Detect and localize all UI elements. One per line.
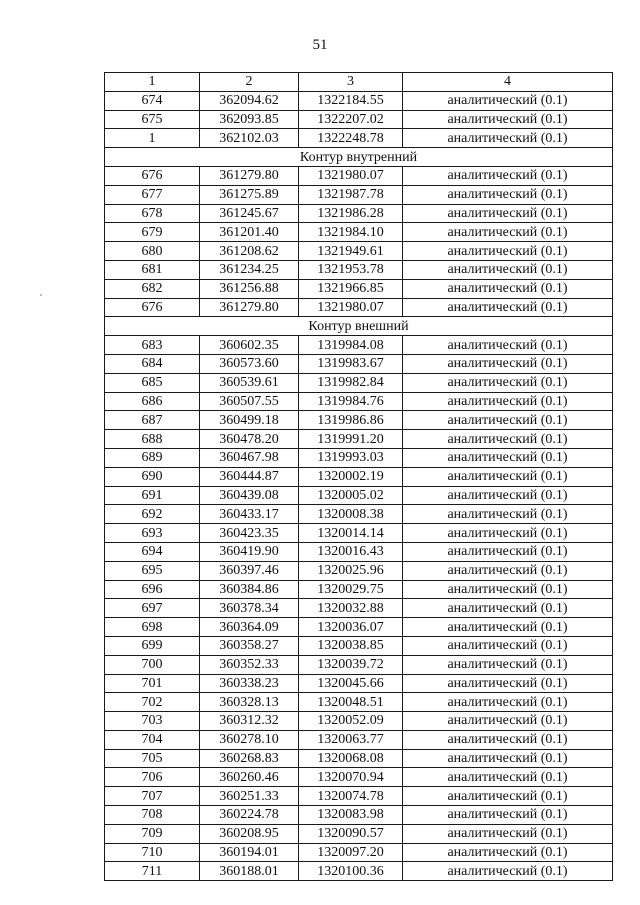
x-coordinate-cell: 360573.60: [200, 354, 299, 373]
table-row: [105, 354, 613, 373]
table-row: [105, 693, 613, 712]
y-coordinate-cell: 1320002.19: [299, 467, 403, 486]
y-coordinate-cell: 1320016.43: [299, 542, 403, 561]
y-coordinate-cell: 1322248.78: [299, 129, 403, 148]
point-number-cell: 686: [105, 392, 200, 411]
x-coordinate-cell: 360194.01: [200, 843, 299, 862]
method-cell: аналитический (0.1): [403, 110, 613, 129]
method-cell: аналитический (0.1): [403, 185, 613, 204]
point-number-cell: 678: [105, 204, 200, 223]
x-coordinate-cell: 361208.62: [200, 242, 299, 261]
x-coordinate-cell: 360397.46: [200, 561, 299, 580]
scan-speck: [40, 294, 42, 296]
method-cell: аналитический (0.1): [403, 129, 613, 148]
table-row: [105, 806, 613, 825]
point-number-cell: 674: [105, 91, 200, 110]
y-coordinate-cell: 1320083.98: [299, 806, 403, 825]
point-number-cell: 697: [105, 599, 200, 618]
point-number-cell: 683: [105, 336, 200, 355]
y-coordinate-cell: 1320039.72: [299, 655, 403, 674]
method-cell: аналитический (0.1): [403, 430, 613, 449]
y-coordinate-cell: 1321987.78: [299, 185, 403, 204]
method-cell: аналитический (0.1): [403, 618, 613, 637]
header-cell-method: 4: [403, 73, 613, 92]
method-cell: аналитический (0.1): [403, 599, 613, 618]
x-coordinate-cell: 360444.87: [200, 467, 299, 486]
page-number: 51: [312, 37, 328, 53]
table-row: [105, 636, 613, 655]
x-coordinate-cell: 360539.61: [200, 373, 299, 392]
point-number-cell: 692: [105, 505, 200, 524]
point-number-cell: 696: [105, 580, 200, 599]
table-row: [105, 730, 613, 749]
point-number-cell: 694: [105, 542, 200, 561]
method-cell: аналитический (0.1): [403, 542, 613, 561]
coordinates-table: [104, 72, 613, 881]
point-number-cell: 675: [105, 110, 200, 129]
table-row: [105, 862, 613, 881]
table-row: [105, 411, 613, 430]
y-coordinate-cell: 1320014.14: [299, 524, 403, 543]
y-coordinate-cell: 1320038.85: [299, 636, 403, 655]
table-row: [105, 505, 613, 524]
y-coordinate-cell: 1320100.36: [299, 862, 403, 881]
x-coordinate-cell: 360338.23: [200, 674, 299, 693]
y-coordinate-cell: 1321984.10: [299, 223, 403, 242]
table-row: [105, 91, 613, 110]
x-coordinate-cell: 361256.88: [200, 279, 299, 298]
point-number-cell: 695: [105, 561, 200, 580]
table-row: [105, 129, 613, 148]
point-number-cell: 698: [105, 618, 200, 637]
table-row: [105, 185, 613, 204]
method-cell: аналитический (0.1): [403, 260, 613, 279]
method-cell: аналитический (0.1): [403, 561, 613, 580]
method-cell: аналитический (0.1): [403, 655, 613, 674]
table-row: [105, 824, 613, 843]
point-number-cell: 703: [105, 712, 200, 731]
method-cell: аналитический (0.1): [403, 524, 613, 543]
table-row: [105, 336, 613, 355]
y-coordinate-cell: 1320005.02: [299, 486, 403, 505]
y-coordinate-cell: 1319982.84: [299, 373, 403, 392]
y-coordinate-cell: 1320025.96: [299, 561, 403, 580]
point-number-cell: 685: [105, 373, 200, 392]
method-cell: аналитический (0.1): [403, 298, 613, 317]
y-coordinate-cell: 1321986.28: [299, 204, 403, 223]
y-coordinate-cell: 1320008.38: [299, 505, 403, 524]
y-coordinate-cell: 1321980.07: [299, 166, 403, 185]
y-coordinate-cell: 1320070.94: [299, 768, 403, 787]
y-coordinate-cell: 1321949.61: [299, 242, 403, 261]
point-number-cell: 680: [105, 242, 200, 261]
x-coordinate-cell: 360188.01: [200, 862, 299, 881]
table-row: [105, 279, 613, 298]
header-cell-y: 3: [299, 73, 403, 92]
method-cell: аналитический (0.1): [403, 824, 613, 843]
x-coordinate-cell: 360467.98: [200, 448, 299, 467]
table-row: [105, 373, 613, 392]
table-row: [105, 448, 613, 467]
y-coordinate-cell: 1320097.20: [299, 843, 403, 862]
y-coordinate-cell: 1321953.78: [299, 260, 403, 279]
y-coordinate-cell: 1320090.57: [299, 824, 403, 843]
method-cell: аналитический (0.1): [403, 242, 613, 261]
point-number-cell: 710: [105, 843, 200, 862]
y-coordinate-cell: 1322184.55: [299, 91, 403, 110]
method-cell: аналитический (0.1): [403, 787, 613, 806]
y-coordinate-cell: 1319986.86: [299, 411, 403, 430]
x-coordinate-cell: 361245.67: [200, 204, 299, 223]
x-coordinate-cell: 360278.10: [200, 730, 299, 749]
section-header-row: [105, 317, 613, 336]
x-coordinate-cell: 360364.09: [200, 618, 299, 637]
y-coordinate-cell: 1321980.07: [299, 298, 403, 317]
point-number-cell: 707: [105, 787, 200, 806]
point-number-cell: 709: [105, 824, 200, 843]
method-cell: аналитический (0.1): [403, 223, 613, 242]
point-number-cell: 700: [105, 655, 200, 674]
x-coordinate-cell: 361201.40: [200, 223, 299, 242]
method-cell: аналитический (0.1): [403, 505, 613, 524]
header-cell-x: 2: [200, 73, 299, 92]
y-coordinate-cell: 1319984.08: [299, 336, 403, 355]
x-coordinate-cell: 360423.35: [200, 524, 299, 543]
method-cell: аналитический (0.1): [403, 336, 613, 355]
point-number-cell: 688: [105, 430, 200, 449]
method-cell: аналитический (0.1): [403, 730, 613, 749]
table-row: [105, 223, 613, 242]
point-number-cell: 682: [105, 279, 200, 298]
point-number-cell: 676: [105, 166, 200, 185]
y-coordinate-cell: 1321966.85: [299, 279, 403, 298]
point-number-cell: 681: [105, 260, 200, 279]
table-row: [105, 580, 613, 599]
y-coordinate-cell: 1319993.03: [299, 448, 403, 467]
y-coordinate-cell: 1320063.77: [299, 730, 403, 749]
y-coordinate-cell: 1320029.75: [299, 580, 403, 599]
y-coordinate-cell: 1320048.51: [299, 693, 403, 712]
y-coordinate-cell: 1320032.88: [299, 599, 403, 618]
method-cell: аналитический (0.1): [403, 768, 613, 787]
x-coordinate-cell: 360352.33: [200, 655, 299, 674]
x-coordinate-cell: 360384.86: [200, 580, 299, 599]
method-cell: аналитический (0.1): [403, 467, 613, 486]
table-row: [105, 655, 613, 674]
y-coordinate-cell: 1322207.02: [299, 110, 403, 129]
table-row: [105, 618, 613, 637]
x-coordinate-cell: 360507.55: [200, 392, 299, 411]
point-number-cell: 699: [105, 636, 200, 655]
method-cell: аналитический (0.1): [403, 354, 613, 373]
table-row: [105, 712, 613, 731]
point-number-cell: 691: [105, 486, 200, 505]
method-cell: аналитический (0.1): [403, 448, 613, 467]
method-cell: аналитический (0.1): [403, 580, 613, 599]
section-title: Контур внешний: [105, 317, 613, 336]
point-number-cell: 701: [105, 674, 200, 693]
x-coordinate-cell: 361279.80: [200, 166, 299, 185]
table-row: [105, 561, 613, 580]
point-number-cell: 684: [105, 354, 200, 373]
y-coordinate-cell: 1320045.66: [299, 674, 403, 693]
method-cell: аналитический (0.1): [403, 91, 613, 110]
table-row: [105, 787, 613, 806]
x-coordinate-cell: 360602.35: [200, 336, 299, 355]
table-row: [105, 749, 613, 768]
method-cell: аналитический (0.1): [403, 843, 613, 862]
x-coordinate-cell: 360208.95: [200, 824, 299, 843]
table-row: [105, 599, 613, 618]
x-coordinate-cell: 362102.03: [200, 129, 299, 148]
point-number-cell: 706: [105, 768, 200, 787]
point-number-cell: 679: [105, 223, 200, 242]
method-cell: аналитический (0.1): [403, 486, 613, 505]
table-row: [105, 674, 613, 693]
table-row: [105, 843, 613, 862]
method-cell: аналитический (0.1): [403, 712, 613, 731]
table-row: [105, 467, 613, 486]
x-coordinate-cell: 361234.25: [200, 260, 299, 279]
point-number-cell: 693: [105, 524, 200, 543]
point-number-cell: 687: [105, 411, 200, 430]
point-number-cell: 705: [105, 749, 200, 768]
x-coordinate-cell: 360358.27: [200, 636, 299, 655]
method-cell: аналитический (0.1): [403, 204, 613, 223]
x-coordinate-cell: 360328.13: [200, 693, 299, 712]
point-number-cell: 676: [105, 298, 200, 317]
y-coordinate-cell: 1319991.20: [299, 430, 403, 449]
point-number-cell: 702: [105, 693, 200, 712]
point-number-cell: 689: [105, 448, 200, 467]
point-number-cell: 677: [105, 185, 200, 204]
x-coordinate-cell: 361275.89: [200, 185, 299, 204]
x-coordinate-cell: 360260.46: [200, 768, 299, 787]
y-coordinate-cell: 1320052.09: [299, 712, 403, 731]
x-coordinate-cell: 360312.32: [200, 712, 299, 731]
method-cell: аналитический (0.1): [403, 279, 613, 298]
method-cell: аналитический (0.1): [403, 411, 613, 430]
x-coordinate-cell: 360478.20: [200, 430, 299, 449]
y-coordinate-cell: 1319983.67: [299, 354, 403, 373]
table-row: [105, 242, 613, 261]
table-row: [105, 486, 613, 505]
table-row: [105, 392, 613, 411]
point-number-cell: 1: [105, 129, 200, 148]
header-cell-point-number: 1: [105, 73, 200, 92]
point-number-cell: 708: [105, 806, 200, 825]
table-row: [105, 260, 613, 279]
table-row: [105, 542, 613, 561]
method-cell: аналитический (0.1): [403, 373, 613, 392]
table-row: [105, 768, 613, 787]
method-cell: аналитический (0.1): [403, 166, 613, 185]
section-title: Контур внутренний: [105, 148, 613, 167]
method-cell: аналитический (0.1): [403, 749, 613, 768]
method-cell: аналитический (0.1): [403, 674, 613, 693]
table-row: [105, 430, 613, 449]
table-row: [105, 298, 613, 317]
method-cell: аналитический (0.1): [403, 392, 613, 411]
method-cell: аналитический (0.1): [403, 636, 613, 655]
point-number-cell: 690: [105, 467, 200, 486]
y-coordinate-cell: 1320036.07: [299, 618, 403, 637]
table-header-row: [105, 73, 613, 92]
y-coordinate-cell: 1320074.78: [299, 787, 403, 806]
x-coordinate-cell: 360433.17: [200, 505, 299, 524]
method-cell: аналитический (0.1): [403, 862, 613, 881]
method-cell: аналитический (0.1): [403, 806, 613, 825]
x-coordinate-cell: 360439.08: [200, 486, 299, 505]
table-row: [105, 110, 613, 129]
point-number-cell: 711: [105, 862, 200, 881]
section-header-row: [105, 148, 613, 167]
table-row: [105, 166, 613, 185]
x-coordinate-cell: 360224.78: [200, 806, 299, 825]
x-coordinate-cell: 360419.90: [200, 542, 299, 561]
x-coordinate-cell: 362094.62: [200, 91, 299, 110]
y-coordinate-cell: 1319984.76: [299, 392, 403, 411]
x-coordinate-cell: 360499.18: [200, 411, 299, 430]
x-coordinate-cell: 361279.80: [200, 298, 299, 317]
x-coordinate-cell: 360378.34: [200, 599, 299, 618]
table-row: [105, 204, 613, 223]
y-coordinate-cell: 1320068.08: [299, 749, 403, 768]
table-row: [105, 524, 613, 543]
table-body: [105, 91, 613, 880]
x-coordinate-cell: 360268.83: [200, 749, 299, 768]
method-cell: аналитический (0.1): [403, 693, 613, 712]
point-number-cell: 704: [105, 730, 200, 749]
x-coordinate-cell: 360251.33: [200, 787, 299, 806]
x-coordinate-cell: 362093.85: [200, 110, 299, 129]
